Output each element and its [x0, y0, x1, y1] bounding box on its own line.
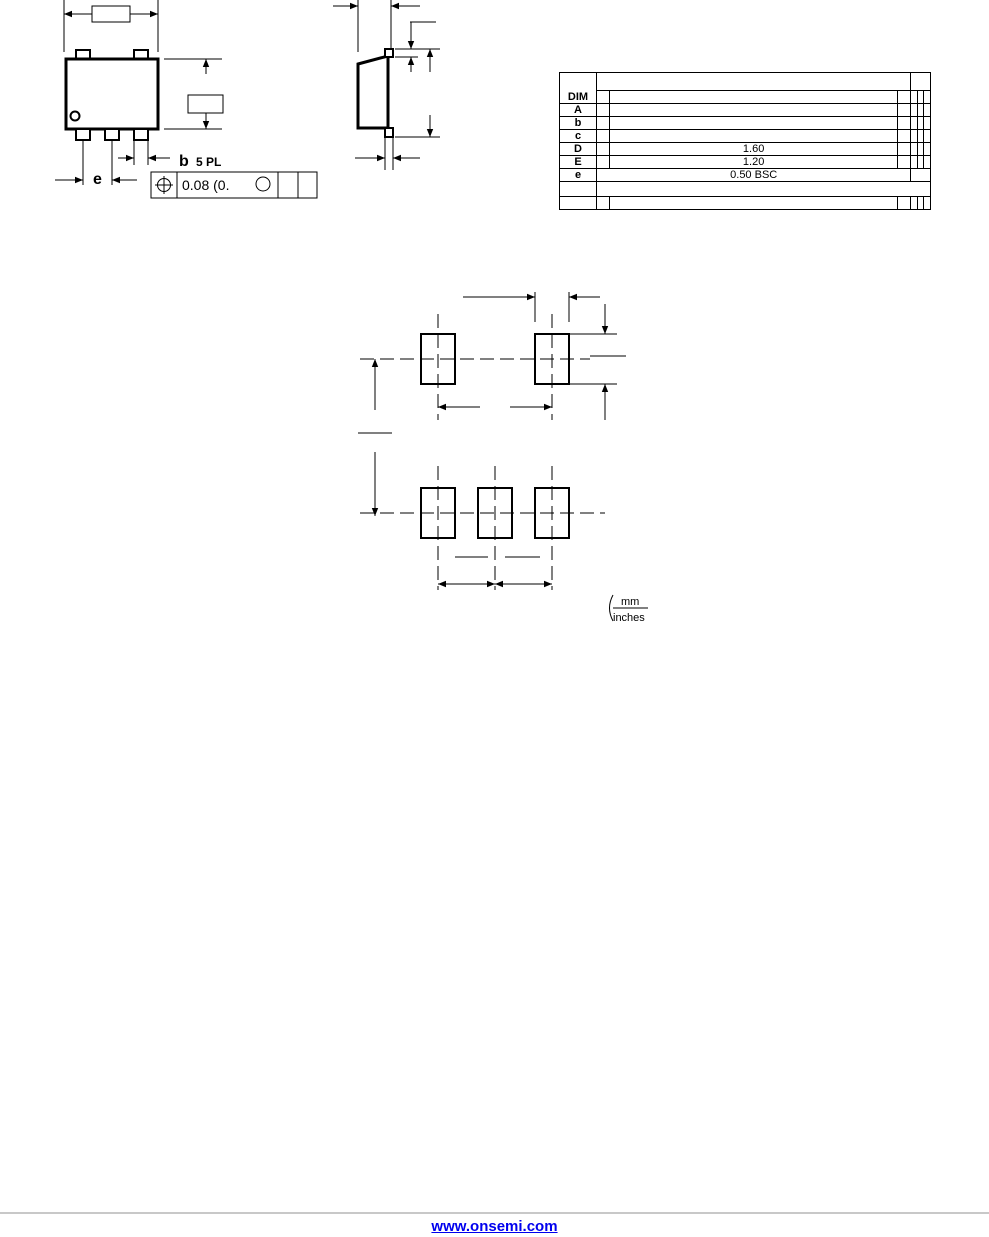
- dim-header: DIM: [560, 73, 597, 104]
- table-row: c: [560, 130, 931, 143]
- table-row: [560, 197, 931, 210]
- table-row: D 1.60: [560, 143, 931, 156]
- position-tolerance-frame: [151, 172, 317, 198]
- dim-b-label: b: [179, 153, 189, 170]
- dim-e-box: [188, 95, 223, 113]
- footer-divider: [0, 1212, 989, 1214]
- tolerance-value: 0.08 (0.: [182, 177, 230, 193]
- table-row: A: [560, 104, 931, 117]
- table-row: e 0.50 BSC: [560, 169, 931, 182]
- dimension-table: [559, 72, 931, 210]
- table-row: [560, 182, 931, 197]
- table-header-row-1: [560, 73, 931, 91]
- side-view: [333, 0, 440, 170]
- dim-e-label: e: [93, 171, 102, 188]
- unit-mm: mm: [621, 596, 640, 608]
- footprint: [358, 292, 648, 621]
- side-body: [358, 56, 388, 128]
- website-link[interactable]: www.onsemi.com: [431, 1218, 558, 1235]
- mmc-symbol-icon: [256, 177, 270, 191]
- table-row: b: [560, 117, 931, 130]
- dim-d-box: [92, 6, 130, 22]
- table-header-row-2: [560, 90, 931, 103]
- table-row: E 1.20: [560, 156, 931, 169]
- dim-b-qty: 5 PL: [196, 155, 222, 169]
- unit-inches: inches: [613, 612, 645, 624]
